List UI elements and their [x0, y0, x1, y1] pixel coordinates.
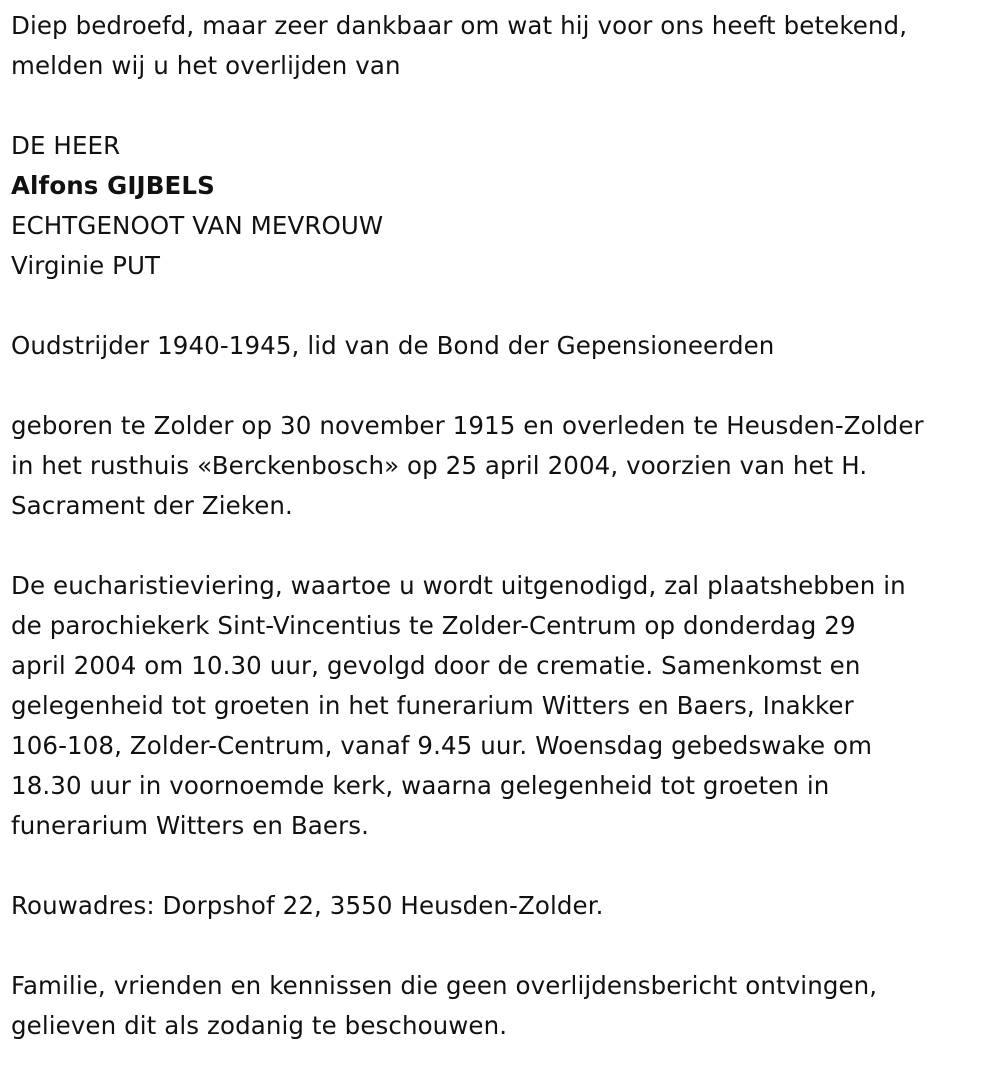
service-line-2: de parochiekerk Sint-Vincentius te Zolder-Centrum op donderdag 29: [11, 611, 856, 640]
closing-line-1: Familie, vrienden en kennissen die geen overlijdensbericht ontvingen,: [11, 971, 878, 1000]
service-line-4: gelegenheid tot groeten in het funerarium Witters en Baers, Inakker: [11, 691, 854, 720]
deceased-relation: ECHTGENOOT VAN MEVROUW: [11, 211, 384, 240]
deceased-name: Alfons GIJBELS: [11, 171, 215, 200]
mourning-address: Rouwadres: Dorpshof 22, 3550 Heusden-Zolder.: [11, 891, 604, 920]
service-line-5: 106-108, Zolder-Centrum, vanaf 9.45 uur. Woensdag gebedswake om: [11, 731, 873, 760]
birth-death-line-3: Sacrament der Zieken.: [11, 491, 293, 520]
service-line-3: april 2004 om 10.30 uur, gevolgd door de crematie. Samenkomst en: [11, 651, 861, 680]
service-line-7: funerarium Witters en Baers.: [11, 811, 370, 840]
intro-line-1: Diep bedroefd, maar zeer dankbaar om wat hij voor ons heeft betekend,: [11, 11, 908, 40]
service-line-6: 18.30 uur in voornoemde kerk, waarna gelegenheid tot groeten in: [11, 771, 830, 800]
birth-death-line-1: geboren te Zolder op 30 november 1915 en overleden te Heusden-Zolder: [11, 411, 924, 440]
intro-line-2: melden wij u het overlijden van: [11, 51, 401, 80]
birth-death-line-2: in het rusthuis «Berckenbosch» op 25 april 2004, voorzien van het H.: [11, 451, 868, 480]
obituary-notice: [11, 6, 991, 1046]
deceased-title: DE HEER: [11, 131, 121, 160]
honors-line: Oudstrijder 1940-1945, lid van de Bond der Gepensioneerden: [11, 331, 775, 360]
closing-line-2: gelieven dit als zodanig te beschouwen.: [11, 1011, 508, 1040]
service-line-1: De eucharistieviering, waartoe u wordt uitgenodigd, zal plaatshebben in: [11, 571, 906, 600]
spouse-name: Virginie PUT: [11, 251, 161, 280]
